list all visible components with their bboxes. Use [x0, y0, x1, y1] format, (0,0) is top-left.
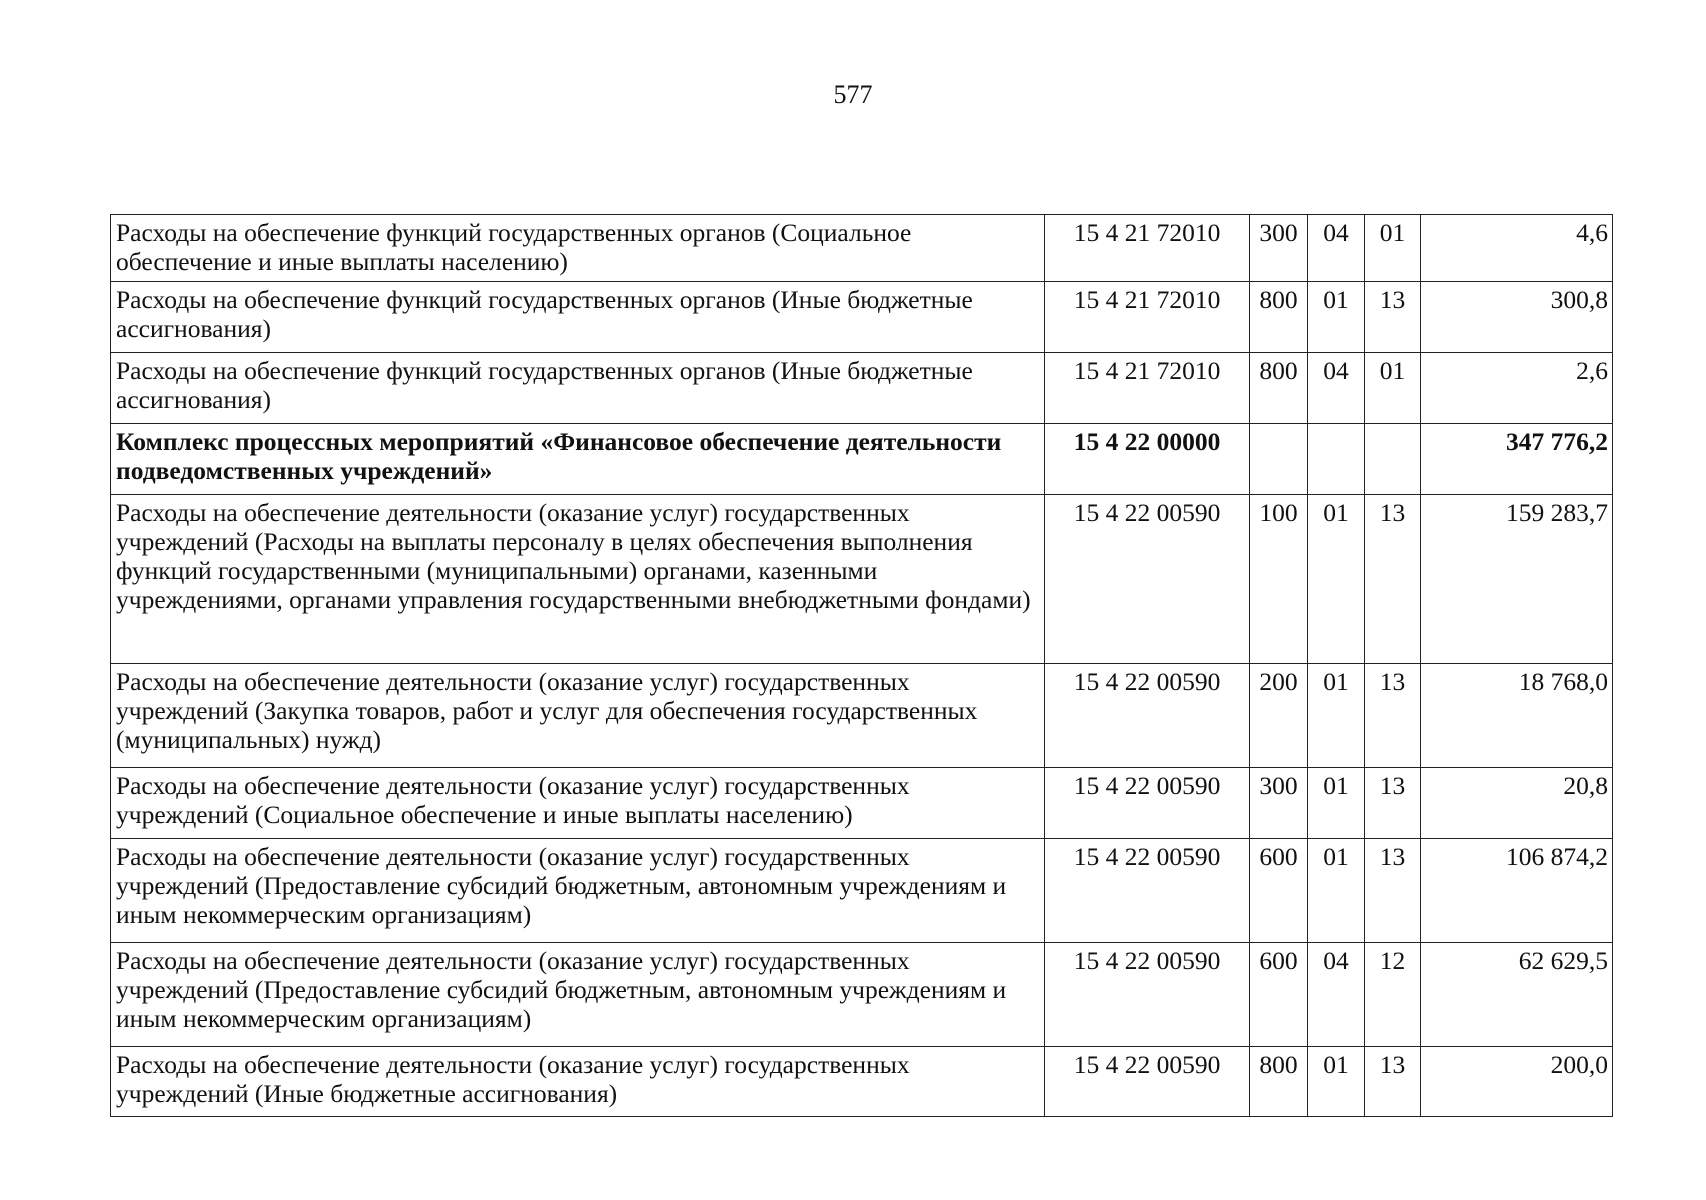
budget-table — [110, 214, 1613, 1117]
row-expense-type: 300 — [1250, 768, 1308, 839]
row-target-article: 15 4 21 72010 — [1045, 353, 1250, 424]
row-section: 01 — [1308, 495, 1365, 664]
row-subsection: 13 — [1365, 1047, 1421, 1117]
table-row — [111, 282, 1613, 353]
row-amount: 347 776,2 — [1421, 424, 1613, 495]
row-section: 04 — [1308, 353, 1365, 424]
row-expense-type: 600 — [1250, 943, 1308, 1047]
row-subsection — [1365, 424, 1421, 495]
row-amount: 18 768,0 — [1421, 664, 1613, 768]
row-description: Расходы на обеспечение деятельности (оказание услуг) государственных учреждений (Социальное обеспечение и иные выплаты населению) — [111, 768, 1045, 839]
row-expense-type: 800 — [1250, 1047, 1308, 1117]
row-amount: 2,6 — [1421, 353, 1613, 424]
row-description: Расходы на обеспечение функций государственных органов (Иные бюджетные ассигнования) — [111, 282, 1045, 353]
row-target-article: 15 4 21 72010 — [1045, 215, 1250, 282]
row-description: Расходы на обеспечение деятельности (оказание услуг) государственных учреждений (Закупка товаров, работ и услуг для обеспечения государственных (муниципальных) нужд) — [111, 664, 1045, 768]
row-section: 04 — [1308, 943, 1365, 1047]
row-amount: 62 629,5 — [1421, 943, 1613, 1047]
row-expense-type: 600 — [1250, 839, 1308, 943]
row-section: 01 — [1308, 1047, 1365, 1117]
table-row — [111, 424, 1613, 495]
row-amount: 300,8 — [1421, 282, 1613, 353]
row-section — [1308, 424, 1365, 495]
row-target-article: 15 4 22 00590 — [1045, 495, 1250, 664]
row-amount: 200,0 — [1421, 1047, 1613, 1117]
row-expense-type: 100 — [1250, 495, 1308, 664]
row-section: 01 — [1308, 768, 1365, 839]
table-row — [111, 495, 1613, 664]
row-expense-type: 200 — [1250, 664, 1308, 768]
row-subsection: 13 — [1365, 768, 1421, 839]
row-amount: 159 283,7 — [1421, 495, 1613, 664]
row-expense-type: 300 — [1250, 215, 1308, 282]
row-section: 04 — [1308, 215, 1365, 282]
table-body — [111, 215, 1613, 1117]
row-target-article: 15 4 21 72010 — [1045, 282, 1250, 353]
row-subsection: 13 — [1365, 664, 1421, 768]
row-target-article: 15 4 22 00000 — [1045, 424, 1250, 495]
row-target-article: 15 4 22 00590 — [1045, 839, 1250, 943]
row-subsection: 01 — [1365, 353, 1421, 424]
table-row — [111, 215, 1613, 282]
table-row — [111, 768, 1613, 839]
row-description: Расходы на обеспечение функций государственных органов (Социальное обеспечение и иные выплаты населению) — [111, 215, 1045, 282]
row-subsection: 13 — [1365, 839, 1421, 943]
page-number: 577 — [833, 80, 873, 109]
row-description: Расходы на обеспечение деятельности (оказание услуг) государственных учреждений (Иные бюджетные ассигнования) — [111, 1047, 1045, 1117]
row-section: 01 — [1308, 282, 1365, 353]
table-row — [111, 353, 1613, 424]
row-description: Расходы на обеспечение деятельности (оказание услуг) государственных учреждений (Предоставление субсидий бюджетным, автономным учреждениям и иным некоммерческим организациям) — [111, 839, 1045, 943]
row-target-article: 15 4 22 00590 — [1045, 664, 1250, 768]
row-section: 01 — [1308, 664, 1365, 768]
row-expense-type: 800 — [1250, 282, 1308, 353]
row-amount: 106 874,2 — [1421, 839, 1613, 943]
row-subsection: 13 — [1365, 282, 1421, 353]
table-row — [111, 839, 1613, 943]
row-subsection: 13 — [1365, 495, 1421, 664]
row-description: Расходы на обеспечение функций государственных органов (Иные бюджетные ассигнования) — [111, 353, 1045, 424]
row-target-article: 15 4 22 00590 — [1045, 943, 1250, 1047]
row-subsection: 12 — [1365, 943, 1421, 1047]
row-subsection: 01 — [1365, 215, 1421, 282]
row-expense-type — [1250, 424, 1308, 495]
row-target-article: 15 4 22 00590 — [1045, 1047, 1250, 1117]
row-description: Расходы на обеспечение деятельности (оказание услуг) государственных учреждений (Предоставление субсидий бюджетным, автономным учреждениям и иным некоммерческим организациям) — [111, 943, 1045, 1047]
row-description: Расходы на обеспечение деятельности (оказание услуг) государственных учреждений (Расходы на выплаты персоналу в целях обеспечения выполнения функций государственными (муниципальными) органами, казенными учреждениями, органами управления государственными внебюджетными фондами) — [111, 495, 1045, 664]
table-row — [111, 943, 1613, 1047]
table-row — [111, 664, 1613, 768]
table-row — [111, 1047, 1613, 1117]
row-section: 01 — [1308, 839, 1365, 943]
row-description: Комплекс процессных мероприятий «Финансовое обеспечение деятельности подведомственных учреждений» — [111, 424, 1045, 495]
row-expense-type: 800 — [1250, 353, 1308, 424]
row-amount: 20,8 — [1421, 768, 1613, 839]
row-target-article: 15 4 22 00590 — [1045, 768, 1250, 839]
row-amount: 4,6 — [1421, 215, 1613, 282]
